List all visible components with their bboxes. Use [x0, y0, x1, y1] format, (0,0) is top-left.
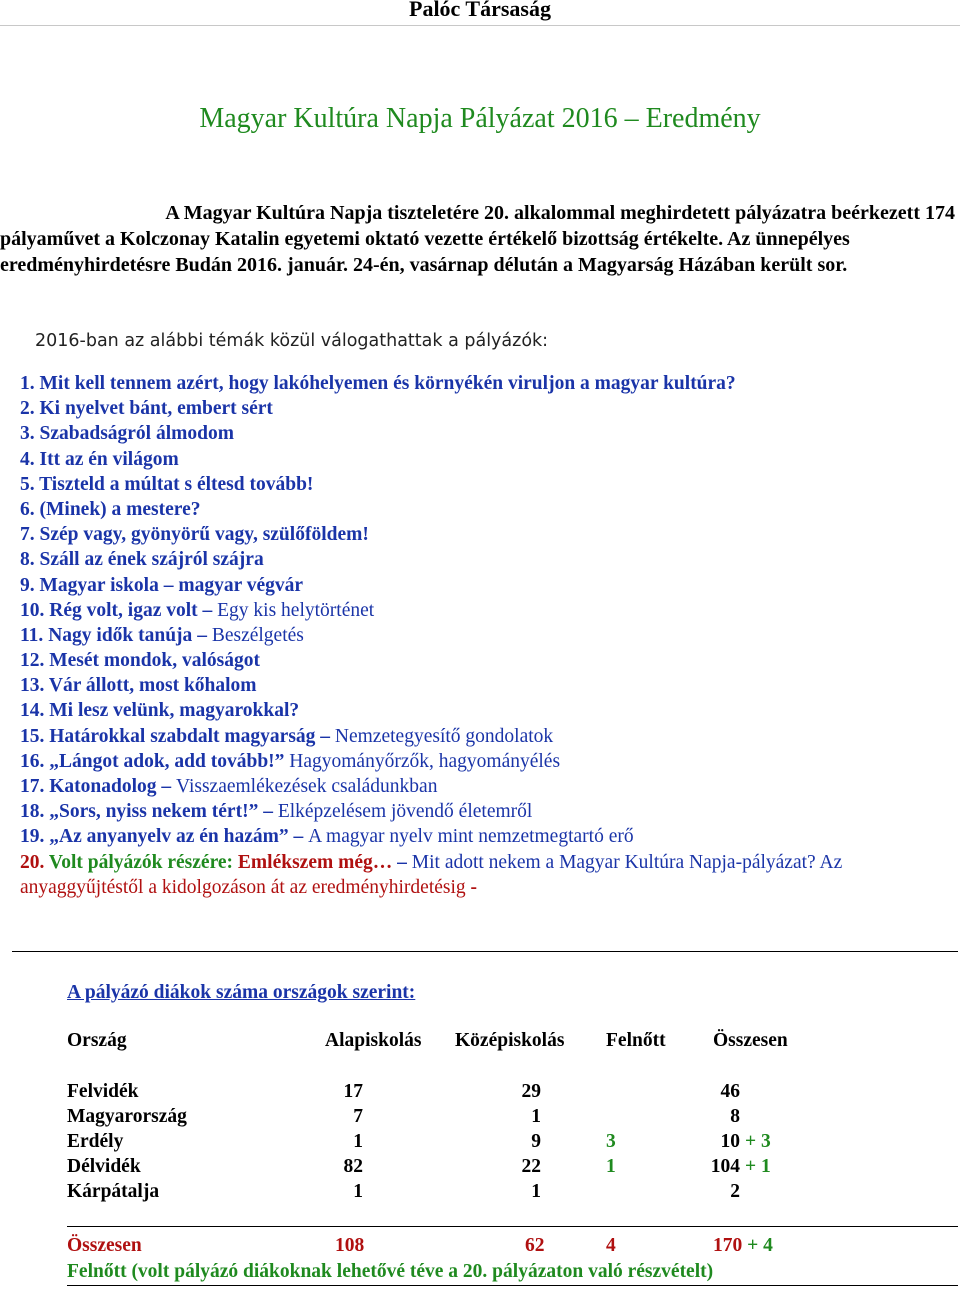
table-cell-total: 2	[730, 1181, 740, 1202]
topic-title: Magyar iskola – magyar végvár	[39, 574, 304, 596]
topic-20-subtitle-1: Mit adott nekem a Magyar Kultúra Napja-pályázat? Az	[411, 851, 843, 873]
topic-subtitle: Visszaemlékezések családunkban	[176, 776, 438, 797]
topic-20-subtitle-2: anyaggyűjtéstől a kidolgozáson át az eredményhirdetésig	[20, 876, 466, 898]
topic-item-4	[20, 447, 842, 472]
table-cell-kozep: 1	[531, 1181, 541, 1202]
topic-dash: –	[293, 826, 304, 848]
topic-item-12	[20, 648, 842, 673]
topic-number: 19.	[20, 826, 45, 848]
topic-number: 1.	[20, 373, 35, 394]
table-cell-country: Kárpátalja	[67, 1181, 160, 1202]
topic-title: Mit kell tennem azért, hogy lakóhelyemen és környékén viruljon a magyar kultúra?	[39, 373, 736, 394]
intro-paragraph	[0, 200, 960, 278]
topic-item-9	[20, 573, 842, 598]
topic-number: 17.	[20, 776, 45, 797]
topic-item-3	[20, 421, 842, 446]
table-cell-plus: + 3	[745, 1131, 771, 1152]
topics-subtitle: 2016-ban az alábbi témák közül válogathattak a pályázók:	[35, 331, 549, 351]
topic-item-19	[20, 824, 842, 849]
topic-item-14	[20, 698, 842, 723]
topic-subtitle: Egy kis helytörténet	[217, 599, 375, 621]
topic-number: 12.	[20, 650, 45, 672]
topic-title: Mi lesz velünk, magyarokkal?	[49, 700, 300, 722]
topic-subtitle: A magyar nyelv mint nemzetmegtartó erő	[308, 826, 634, 848]
intro-line-2: pályaművet a Kolczonay Katalin egyetemi oktató vezette értékelő bizottság értékelte. Az ünnepélyes	[0, 228, 850, 250]
table-cell-alap: 82	[343, 1156, 363, 1177]
topic-item-20	[20, 850, 842, 875]
topic-number: 8.	[20, 549, 35, 571]
topic-dash: –	[397, 851, 407, 873]
table-cell-alap: 1	[353, 1131, 363, 1152]
table-cell-country: Erdély	[67, 1131, 124, 1152]
topic-title: Mesét mondok, valóságot	[49, 650, 260, 672]
topic-number: 7.	[20, 524, 35, 546]
table-cell-total: 8	[730, 1106, 740, 1127]
topic-title: Itt az én világom	[39, 448, 179, 470]
table-cell-kozep: 9	[531, 1131, 541, 1152]
topic-title: Szép vagy, gyönyörű vagy, szülőföldem!	[39, 524, 369, 546]
totals-felnott: 4	[606, 1235, 616, 1256]
topic-number: 15.	[20, 725, 45, 747]
topic-dash: –	[202, 599, 213, 621]
topic-number: 11.	[20, 624, 44, 646]
topic-item-16	[20, 749, 842, 774]
topic-item-6	[20, 497, 842, 522]
topic-item-11	[20, 623, 842, 648]
organization-header: Palóc Társaság	[409, 0, 551, 21]
table-cell-kozep: 29	[521, 1081, 541, 1102]
topic-title: Vár állott, most kőhalom	[48, 675, 257, 697]
bottom-divider	[67, 1285, 958, 1286]
table-cell-felnott: 1	[606, 1156, 616, 1177]
table-cell-country: Felvidék	[67, 1081, 139, 1102]
topic-title: Tiszteld a múltat s éltesd tovább!	[39, 473, 314, 495]
table-cell-total: 10	[720, 1131, 740, 1152]
topic-dash: –	[320, 725, 331, 747]
table-cell-country: Délvidék	[67, 1156, 141, 1177]
topic-number: 5.	[20, 473, 35, 495]
topic-number: 16.	[20, 750, 45, 772]
table-cell-alap: 7	[353, 1106, 363, 1127]
topic-item-18	[20, 799, 842, 824]
topic-item-13	[20, 673, 842, 698]
col-header-kozep: Középiskolás	[455, 1030, 565, 1051]
topic-item-20-continuation	[20, 875, 842, 900]
topic-dash: –	[263, 801, 273, 823]
table-cell-total: 104	[710, 1156, 740, 1177]
topic-title: „Az anyanyelv az én hazám”	[49, 826, 289, 848]
topic-item-10	[20, 598, 842, 623]
totals-divider	[67, 1226, 958, 1227]
topic-number: 3.	[20, 423, 35, 445]
topics-list	[20, 371, 842, 900]
topic-title: „Sors, nyiss nekem tért!”	[49, 801, 259, 823]
topic-item-8	[20, 547, 842, 572]
topic-number: 9.	[20, 574, 35, 596]
topic-item-7	[20, 522, 842, 547]
topic-20-green-label: Volt pályázók részére:	[48, 851, 234, 873]
topic-title: Katonadolog	[49, 776, 157, 797]
totals-total-value: 170	[713, 1235, 743, 1256]
countries-title: A pályázó diákok száma országok szerint:	[67, 982, 416, 1003]
topic-item-15	[20, 724, 842, 749]
topic-number: 2.	[20, 398, 35, 420]
totals-label: Összesen	[67, 1235, 142, 1256]
totals-plus: + 4	[747, 1235, 773, 1256]
topic-20-tail: -	[470, 876, 478, 898]
topic-number: 14.	[20, 700, 45, 722]
topic-number: 6.	[20, 498, 35, 520]
topic-number: 4.	[20, 448, 35, 470]
intro-line-1: A Magyar Kultúra Napja tiszteletére 20. alkalommal meghirdetett pályázatra beérkezett 174	[165, 202, 955, 224]
col-header-alap: Alapiskolás	[325, 1030, 422, 1051]
table-cell-felnott: 3	[606, 1131, 616, 1152]
topic-number: 20.	[20, 851, 45, 873]
table-cell-plus: + 1	[745, 1156, 771, 1177]
totals-alap: 108	[335, 1235, 365, 1256]
header-divider	[0, 25, 960, 26]
topic-title: (Minek) a mestere?	[39, 498, 201, 520]
topic-title: Száll az ének szájról szájra	[39, 549, 264, 571]
table-cell-alap: 17	[343, 1081, 363, 1102]
intro-line-3: eredményhirdetésre Budán 2016. január. 24-én, vasárnap délután a Magyarság Házában került sor.	[0, 254, 848, 276]
topic-dash: –	[161, 776, 172, 797]
topic-title: Ki nyelvet bánt, embert sért	[39, 398, 273, 420]
topic-subtitle: Hagyományőrzők, hagyományélés	[289, 750, 561, 772]
col-header-osszesen: Összesen	[713, 1030, 788, 1051]
table-cell-total: 46	[720, 1081, 740, 1102]
topic-number: 10.	[20, 599, 45, 621]
topic-item-2	[20, 396, 842, 421]
col-header-felnott: Felnőtt	[606, 1030, 666, 1051]
topic-item-17	[20, 774, 842, 799]
topic-item-1	[20, 371, 842, 396]
topic-dash: –	[197, 624, 207, 646]
topic-title: Nagy idők tanúja	[48, 624, 193, 646]
topic-title: Határokkal szabdalt magyarság	[49, 725, 316, 747]
table-footnote: Felnőtt (volt pályázó diákoknak lehetővé téve a 20. pályázaton való részvételt)	[67, 1261, 714, 1282]
table-cell-alap: 1	[353, 1181, 363, 1202]
table-cell-kozep: 22	[521, 1156, 541, 1177]
col-header-country: Ország	[67, 1030, 127, 1051]
topic-number: 13.	[20, 675, 45, 697]
topic-title: Rég volt, igaz volt	[49, 599, 198, 621]
topic-subtitle: Nemzetegyesítő gondolatok	[334, 725, 554, 747]
topic-subtitle: Beszélgetés	[211, 624, 304, 646]
table-cell-country: Magyarország	[67, 1106, 187, 1127]
topic-subtitle: Elképzelésem jövendő életemről	[277, 801, 533, 823]
topic-title: Szabadságról álmodom	[39, 423, 234, 445]
totals-total	[713, 1233, 773, 1258]
table-cell-kozep: 1	[531, 1106, 541, 1127]
totals-kozep: 62	[525, 1235, 545, 1256]
page-title: Magyar Kultúra Napja Pályázat 2016 – Eredmény	[199, 103, 761, 134]
section-divider	[12, 951, 958, 952]
topic-title: „Lángot adok, add tovább!”	[49, 750, 285, 772]
topic-number: 18.	[20, 801, 45, 823]
topic-item-5	[20, 472, 842, 497]
topic-20-red-label: Emlékszem még…	[237, 851, 393, 873]
